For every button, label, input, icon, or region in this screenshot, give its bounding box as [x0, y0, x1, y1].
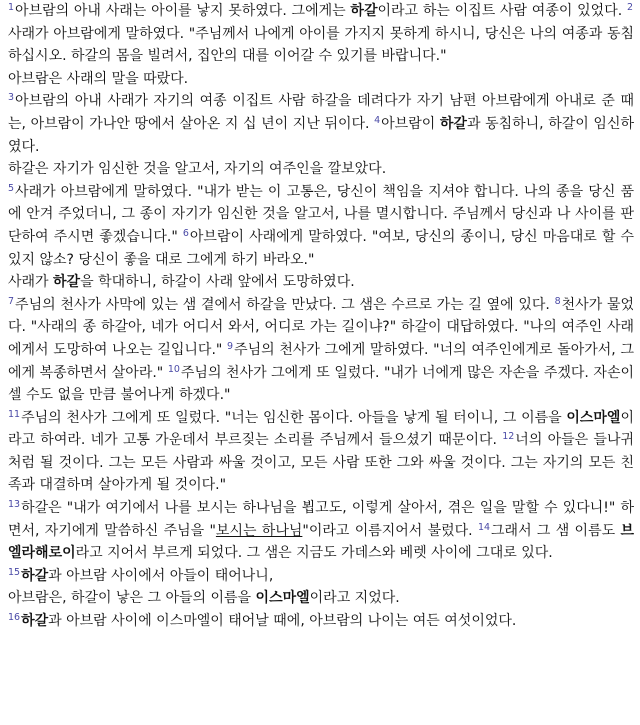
verse-number: 13	[8, 499, 21, 511]
bold-name: 이스마엘	[255, 590, 310, 607]
verse-number: 11	[8, 408, 21, 420]
text-run: "이라고 이름지어서 불렀다.	[302, 522, 478, 539]
verse-number: 8	[554, 295, 561, 307]
text-run: 아브람이	[381, 115, 440, 132]
text-run: 과 아브람 사이에서 아들이 태어나니,	[48, 567, 274, 584]
text-run: 과 동침하니, 하갈이 임신하였다.	[8, 115, 634, 155]
text-run: 너의 아들은 들나귀처럼 될 것이다. 그는 모든 사람과 싸울 것이고, 모든 사람 또한 그와 싸울 것이다. 그는 자기의 모든 친족과 대결하며 살아가게 될 것이다."	[8, 432, 634, 494]
verse-number: 4	[374, 114, 381, 126]
text-run: 이라고 하는 이집트 사람 여종이 있었다.	[377, 3, 627, 19]
paragraph	[8, 587, 634, 610]
text-run: 주님의 천사가 사막에 있는 샘 곁에서 하갈을 만났다. 그 샘은 수르로 가는 길 옆에 있다.	[15, 296, 555, 313]
verse-number: 12	[502, 431, 515, 443]
verse-number: 16	[8, 612, 21, 624]
paragraph	[8, 565, 634, 588]
bold-name: 하갈	[439, 115, 467, 132]
paragraph	[8, 158, 634, 181]
text-run: 아브람은 사래의 말을 따랐다.	[8, 70, 189, 87]
text-run: 사래가 아브람에게 말하였다. "내가 받는 이 고통은, 당신이 책임을 지셔야 합니다. 나의 종을 당신 품에 안겨 주었더니, 그 종이 자기가 임신한 것을 알고서, 나를 멸시합니다. 주님께서 당신과 나 사이를 판단하여 주시면 좋겠습니다."	[8, 183, 634, 245]
text-run: 아브람은, 하갈이 낳은 그 아들의 이름을	[8, 590, 256, 607]
verse-number: 15	[8, 566, 21, 578]
text-run: 하갈은 "내가 여기에서 나를 보시는 하나님을 뵙고도, 이렇게 살아서, 겪은 일을 말할 수 있다니!" 하면서, 자기에게 말씀하신 주님을 "	[8, 500, 634, 539]
bold-name: 하갈	[350, 3, 378, 19]
paragraph	[8, 610, 634, 633]
text-run: 과 아브람 사이에 이스마엘이 태어날 때에, 아브람의 나이는 여든 여섯이었다.	[48, 613, 517, 630]
underlined-name: 보시는 하나님	[215, 522, 303, 539]
text-run: 아브람의 아내 사래는 아이를 낳지 못하였다. 그에게는	[15, 3, 351, 19]
text-run: 이라고 하여라. 네가 고통 가운데서 부르짖는 소리를 주님께서 들으셨기 때문이다.	[8, 409, 634, 449]
bold-name: 브엘라해로이	[8, 522, 634, 562]
verse-number: 9	[227, 340, 234, 352]
text-run: 주님의 천사가 그에게 말하였다. "너의 여주인에게로 돌아가서, 그에게 복종하면서 살아라."	[8, 341, 634, 381]
paragraph	[8, 407, 634, 497]
paragraph	[8, 294, 634, 407]
verse-number: 10	[167, 363, 180, 375]
verse-number: 14	[477, 521, 491, 533]
text-run: 주님의 천사가 그에게 또 일렀다. "너는 임신한 몸이다. 아들을 낳게 될 터이니, 그 이름을	[21, 409, 567, 426]
text-run: 사래가	[8, 274, 54, 291]
paragraph	[8, 181, 634, 271]
paragraph	[8, 90, 634, 158]
paragraph	[8, 0, 634, 68]
paragraph	[8, 497, 634, 565]
text-run: 천사가 물었다. "사래의 종 하갈아, 네가 어디서 와서, 어디로 가는 길이냐?" 하갈이 대답하였다. "나의 여주인 사래에게서 도망하여 나오는 길입니다."	[8, 296, 634, 358]
verse-number: 1	[8, 2, 15, 13]
text-run: 사래가 아브람에게 말하였다. "주님께서 나에게 아이를 가지지 못하게 하시니, 당신은 나의 여종과 동침하십시오. 하갈의 몸을 빌려서, 집안의 대를 이어갈 수 있기를 바랍니다."	[8, 25, 634, 65]
text-run: 주님의 천사가 그에게 또 일렀다. "내가 너에게 많은 자손을 주겠다. 자손이 셀 수도 없을 만큼 불어나게 하겠다."	[8, 364, 635, 404]
text-run: 아브람이 사래에게 말하였다. "여보, 당신의 종이니, 당신 마음대로 할 수 있지 않소? 당신이 좋을 대로 그에게 하기 바라오."	[8, 228, 634, 268]
verse-number: 5	[8, 182, 15, 194]
bold-name: 이스마엘	[566, 409, 621, 426]
bold-name: 하갈	[21, 567, 49, 584]
text-run: 하갈은 자기가 임신한 것을 알고서, 자기의 여주인을 깔보았다.	[8, 161, 387, 178]
text-run: 그래서 그 샘 이름도	[491, 522, 621, 539]
text-run: 라고 지어서 부르게 되었다. 그 샘은 지금도 가데스와 베렛 사이에 그대로 있다.	[75, 545, 553, 562]
verse-number: 2	[626, 2, 633, 13]
verse-number: 3	[8, 92, 15, 104]
bold-name: 하갈	[21, 613, 49, 630]
verse-number: 6	[182, 227, 189, 239]
paragraph	[8, 271, 634, 294]
text-run: 이라고 지었다.	[309, 590, 400, 607]
verse-number: 7	[8, 295, 15, 307]
paragraph	[8, 68, 634, 91]
text-run: 을 학대하니, 하갈이 사래 앞에서 도망하였다.	[80, 274, 355, 291]
text-run: 아브람의 아내 사래가 자기의 여종 이집트 사람 하갈을 데려다가 자기 남편 아브람에게 아내로 준 때는, 아브람이 가나안 땅에서 살아온 지 십 년이 지난 뒤이다.	[8, 93, 634, 132]
bold-name: 하갈	[53, 274, 81, 291]
